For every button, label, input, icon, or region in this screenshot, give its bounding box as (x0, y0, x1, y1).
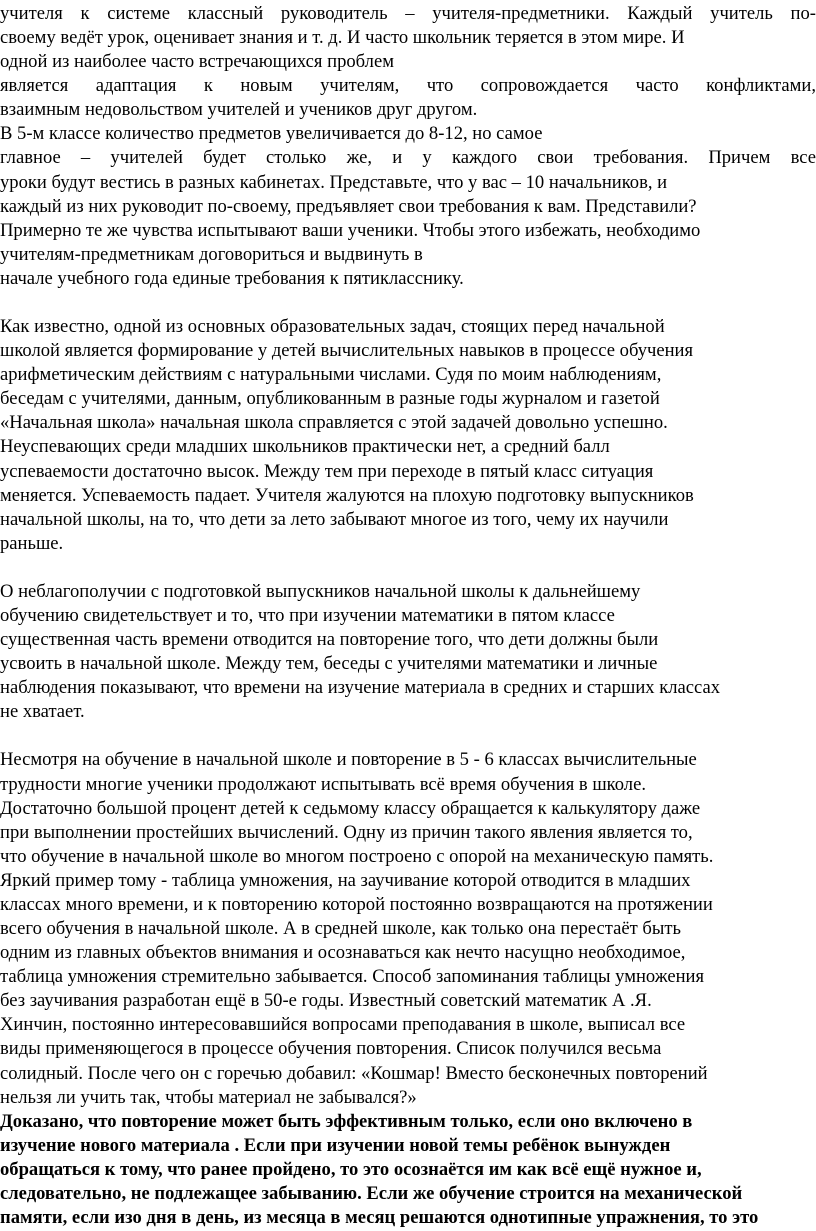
text-line: меняется. Успеваемость падает. Учителя жалуются на плохую подготовку выпускников (0, 484, 694, 506)
text-line: Как известно, одной из основных образовательных задач, стоящих перед начальной (0, 316, 665, 338)
text-line: что обучение в начальной школе во многом построено с опорой на механическую память. (0, 845, 714, 867)
text-line: является адаптация к новым учителям, что сопровождается часто конфликтами, (0, 75, 816, 97)
text-line: обращаться к тому, что ранее пройдено, то это осознаётся им как всё ещё нужное и, (0, 1158, 702, 1180)
text-line: солидный. После чего он с горечью добавил: «Кошмар! Вместо бесконечных повторений (0, 1062, 708, 1084)
text-line: Доказано, что повторение может быть эффективным только, если оно включено в (0, 1110, 693, 1132)
text-line: Примерно те же чувства испытывают ваши ученики. Чтобы этого избежать, необходимо (0, 219, 701, 241)
text-line: классах много времени, и к повторению которой постоянно возвращаются на протяжении (0, 893, 713, 915)
text-line: начале учебного года единые требования к пятикласснику. (0, 267, 464, 289)
text-line: школой является формирование у детей вычислительных навыков в процессе обучения (0, 340, 694, 362)
text-line: учителя к системе классный руководитель – учителя-предметники. Каждый учитель по- (0, 3, 816, 24)
text-line: Достаточно большой процент детей к седьмому классу обращается к калькулятору даже (0, 797, 701, 819)
text-line: обучению свидетельствует и то, что при изучении математики в пятом классе (0, 605, 615, 626)
text-line: следовательно, не подлежащее забыванию. Если же обучение строится на механической (0, 1182, 743, 1204)
text-line: Неуспевающих среди младших школьников практически нет, а средний балл (0, 436, 610, 458)
text-line: нельзя ли учить так, чтобы материал не забывался?» (0, 1086, 417, 1108)
text-line: взаимным недовольством учителей и учеников друг другом. (0, 99, 478, 121)
text-line: Хинчин, постоянно интересовавшийся вопросами преподавания в школе, выписал все (0, 1014, 686, 1036)
text-line: виды применяющегося в процессе обучения повторения. Список получился весьма (0, 1038, 662, 1060)
text-line: успеваемости достаточно высок. Между тем при переходе в пятый класс ситуация (0, 460, 654, 482)
text-line: без заучивания разработан ещё в 50-е годы. Известный советский математик А .Я. (0, 990, 652, 1012)
blank-line (0, 724, 816, 748)
text-line: таблица умножения стремительно забывается. Способ запоминания таблицы умножения (0, 966, 705, 988)
text-line: главное – учителей будет столько же, и у каждого свои требования. Причем все (0, 147, 816, 169)
text-line: всего обучения в начальной школе. А в средней школе, как только она перестаёт быть (0, 918, 681, 940)
text-line: не хватает. (0, 701, 85, 723)
text-line: Несмотря на обучение в начальной школе и повторение в 5 - 6 классах вычислительные (0, 749, 697, 771)
text-line: изучение нового материала . Если при изучении новой темы ребёнок вынужден (0, 1134, 671, 1156)
blank-line (0, 291, 816, 315)
text-line: беседам с учителями, данным, опубликованным в разные годы журналом и газетой (0, 388, 660, 410)
text-line: трудности многие ученики продолжают испытывать всё время обучения в школе. (0, 773, 646, 795)
text-line: усвоить в начальной школе. Между тем, беседы с учителями математики и личные (0, 653, 658, 675)
text-line: уроки будут вестись в разных кабинетах. Представьте, что у вас – 10 начальников, и (0, 171, 668, 193)
text-line: раньше. (0, 532, 64, 554)
text-line: существенная часть времени отводится на повторение того, что дети должны были (0, 629, 659, 651)
text-line: начальной школы, на то, что дети за лето забывают многое из того, чему их научили (0, 508, 669, 530)
text-line: своему ведёт урок, оценивает знания и т. д. И часто школьник теряется в этом мире. И (0, 27, 685, 49)
text-line: одной из наиболее часто встречающихся проблем (0, 51, 394, 73)
text-line: каждый из них руководит по-своему, предъявляет свои требования к вам. Представили? (0, 195, 697, 217)
text-line: О неблагополучии с подготовкой выпускников начальной школы к дальнейшему (0, 580, 641, 602)
text-line: памяти, если изо дня в день, из месяца в месяц решаются однотипные упражнения, то это (0, 1207, 759, 1228)
text-line: арифметическим действиям с натуральными числами. Судя по моим наблюдениям, (0, 364, 662, 386)
text-line: «Начальная школа» начальная школа справляется с этой задачей довольно успешно. (0, 412, 668, 434)
blank-line (0, 556, 816, 580)
text-line: В 5-м классе количество предметов увеличивается до 8-12, но самое (0, 123, 543, 145)
text-line: учителям-предметникам договориться и выдвинуть в (0, 243, 423, 265)
text-line: при выполнении простейших вычислений. Одну из причин такого явления является то, (0, 821, 693, 843)
text-line: одним из главных объектов внимания и осознаваться как нечто насущно необходимое, (0, 942, 686, 964)
text-line: Яркий пример тому - таблица умножения, на заучивание которой отводится в младших (0, 869, 691, 891)
text-line: наблюдения показывают, что времени на изучение материала в средних и старших классах (0, 677, 721, 699)
